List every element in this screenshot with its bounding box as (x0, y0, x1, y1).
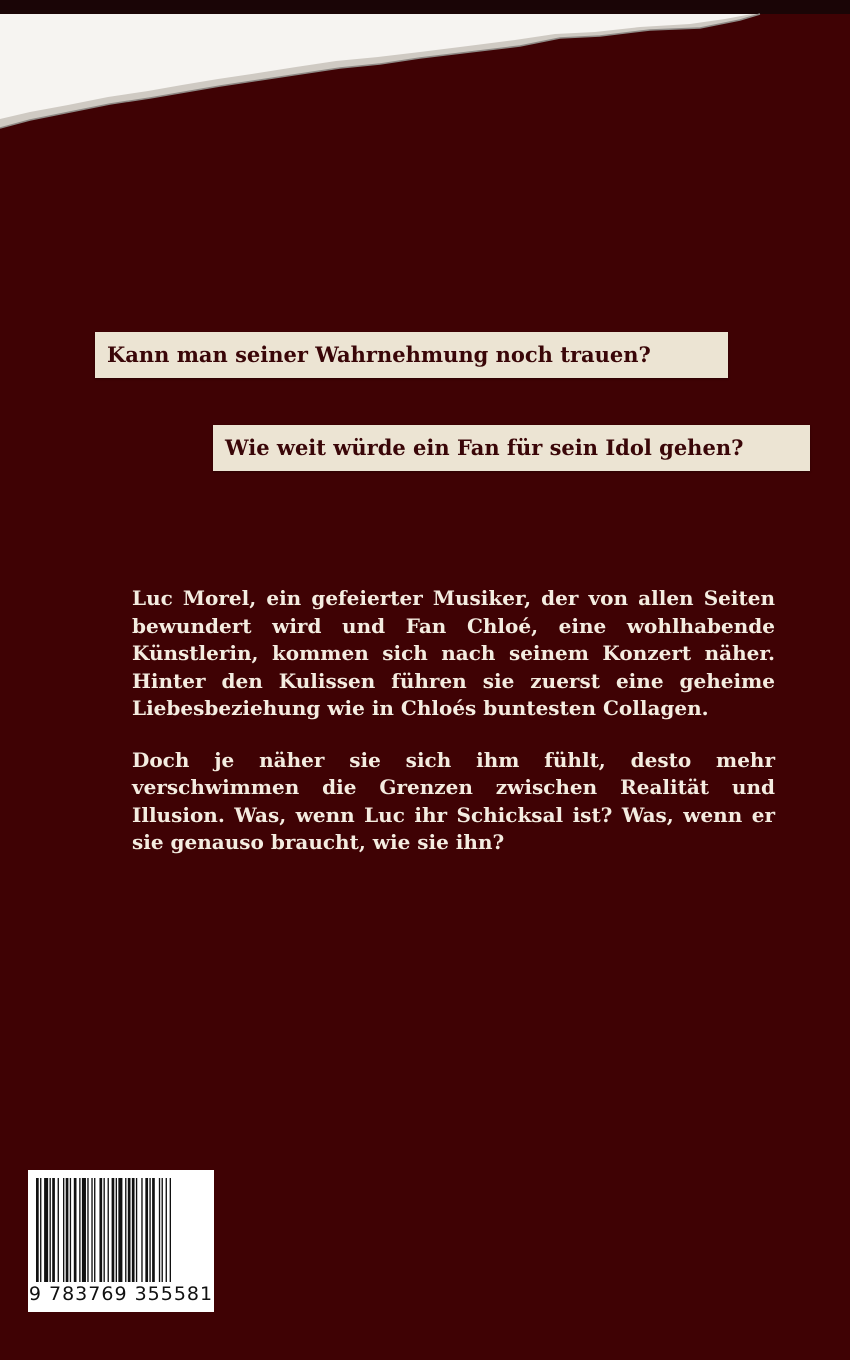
barcode-bar (108, 1178, 109, 1282)
isbn-barcode (28, 1170, 214, 1312)
barcode-bar (36, 1178, 39, 1282)
barcode-bar (94, 1178, 95, 1282)
barcode-bar (52, 1178, 55, 1282)
tagline-1: Kann man seiner Wahrnehmung noch trauen? (95, 332, 728, 378)
blurb-text (132, 585, 775, 881)
barcode-bar (166, 1178, 167, 1282)
barcode-bar (82, 1178, 86, 1282)
barcode-bar (50, 1178, 51, 1282)
barcode-bar (63, 1178, 64, 1282)
barcode-bar (152, 1178, 155, 1282)
barcode-bar (104, 1178, 105, 1282)
barcode-bar (128, 1178, 131, 1282)
barcode-bar (79, 1178, 80, 1282)
barcode-bar (74, 1178, 77, 1282)
blurb-paragraph-2: Doch je näher sie sich ihm fühlt, desto mehr verschwimmen die Grenzen zwischen Realität und Illusion. Was, wenn Luc ihr Schicksal ist? Was, wenn er sie genauso braucht, wie sie ihn? (132, 747, 775, 854)
barcode-bar (141, 1178, 142, 1282)
barcode-bar (87, 1178, 88, 1282)
barcode-bar (118, 1178, 122, 1282)
barcode-bar (70, 1178, 71, 1282)
barcode-bar (136, 1178, 137, 1282)
barcode-bar (58, 1178, 59, 1282)
barcode-bar (125, 1178, 126, 1282)
barcode-bar (159, 1178, 160, 1282)
torn-paper-strip (0, 0, 850, 140)
barcode-bars (28, 1170, 214, 1284)
barcode-bar (99, 1178, 102, 1282)
barcode-bar (66, 1178, 69, 1282)
barcode-bar (170, 1178, 171, 1282)
barcode-bar (44, 1178, 48, 1282)
tagline-2: Wie weit würde ein Fan für sein Idol gehen? (213, 425, 810, 471)
barcode-bar (149, 1178, 150, 1282)
barcode-bar (40, 1178, 41, 1282)
barcode-bar (145, 1178, 148, 1282)
barcode-bar (112, 1178, 115, 1282)
barcode-bar (116, 1178, 117, 1282)
barcode-bar (91, 1178, 92, 1282)
barcode-bar (132, 1178, 135, 1282)
barcode-bar (162, 1178, 163, 1282)
isbn-digits: 9 783769 355581 (28, 1283, 214, 1305)
blurb-paragraph-1: Luc Morel, ein gefeierter Musiker, der von allen Seiten bewundert wird und Fan Chloé, eine wohlhabende Künstlerin, kommen sich nach seinem Konzert näher. Hinter den Kulissen führen sie zuerst eine geheime Liebesbeziehung wie in Chloés buntesten Collagen. (132, 586, 775, 720)
